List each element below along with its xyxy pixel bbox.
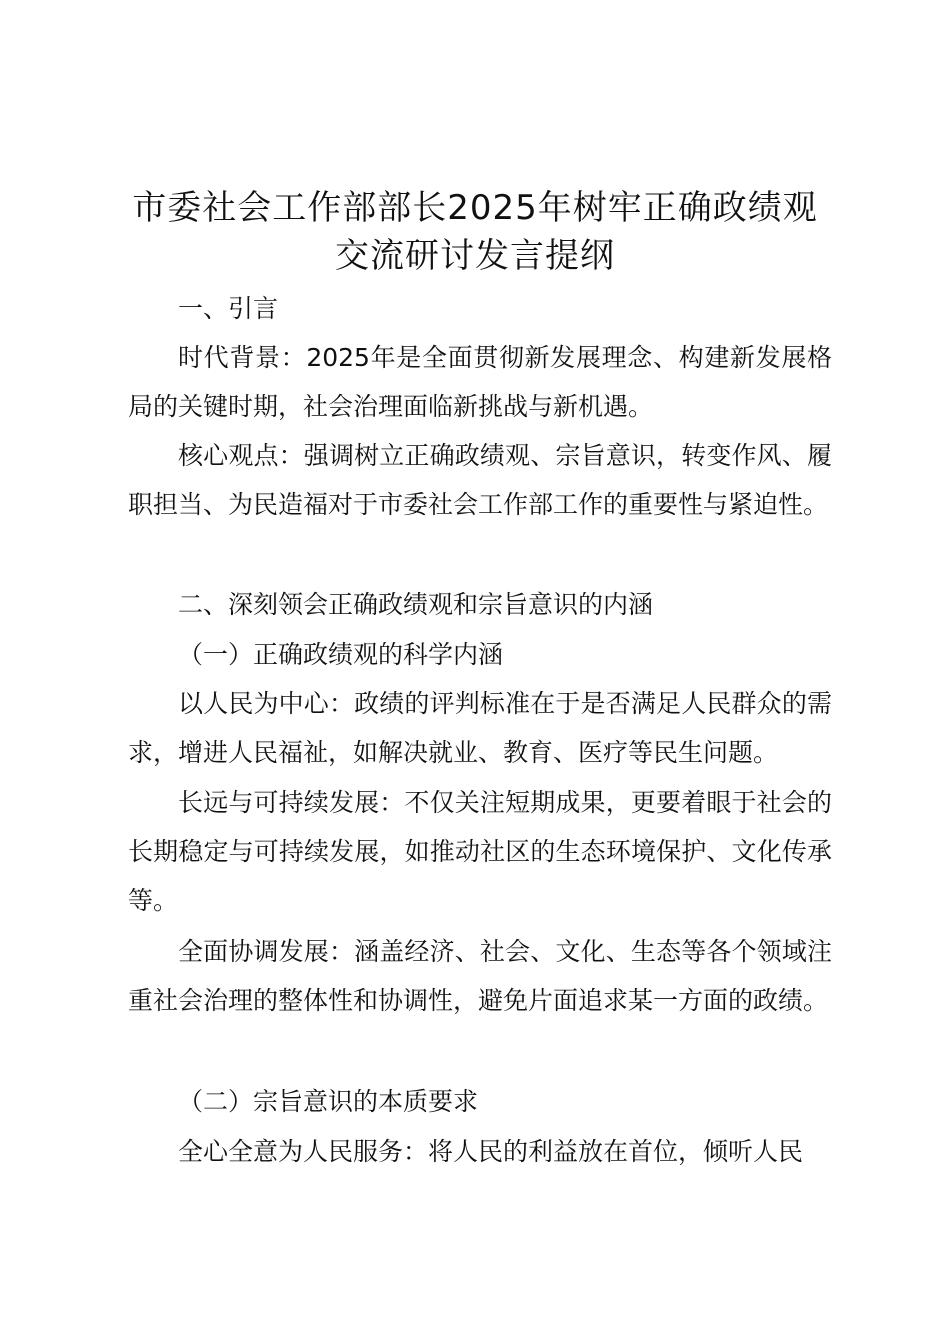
paragraph-sustainable: 长远与可持续发展：不仅关注短期成果，更要着眼于社会的长期稳定与可持续发展，如推动社区的生态环境保护、文化传承等。 <box>128 788 832 915</box>
section-heading-understanding: 二、深刻领会正确政绩观和宗旨意识的内涵 <box>178 590 654 619</box>
subsection-heading-1: （一）正确政绩观的科学内涵 <box>178 640 504 669</box>
section-heading-introduction: 一、引言 <box>178 294 279 323</box>
paragraph-serve-people: 全心全意为人民服务：将人民的利益放在首位，倾听人民 <box>178 1137 804 1166</box>
paragraph-coordinated: 全面协调发展：涵盖经济、社会、文化、生态等各个领域注重社会治理的整体性和协调性，避免片面追求某一方面的政绩。 <box>128 937 832 1015</box>
paragraph-people-centered: 以人民为中心：政绩的评判标准在于是否满足人民群众的需求，增进人民福祉，如解决就业、教育、医疗等民生问题。 <box>128 689 832 767</box>
paragraph-background: 时代背景：2025年是全面贯彻新发展理念、构建新发展格局的关键时期，社会治理面临新挑战与新机遇。 <box>128 343 832 421</box>
subsection-heading-2: （二）宗旨意识的本质要求 <box>178 1087 479 1116</box>
paragraph-core-view: 核心观点：强调树立正确政绩观、宗旨意识，转变作风、履职担当、为民造福对于市委社会工作部工作的重要性与紧迫性。 <box>128 441 832 519</box>
document-title-line-2: 交流研讨发言提纲 <box>335 236 615 276</box>
document-title-line-1: 市委社会工作部部长2025年树牢正确政绩观 <box>132 188 818 228</box>
